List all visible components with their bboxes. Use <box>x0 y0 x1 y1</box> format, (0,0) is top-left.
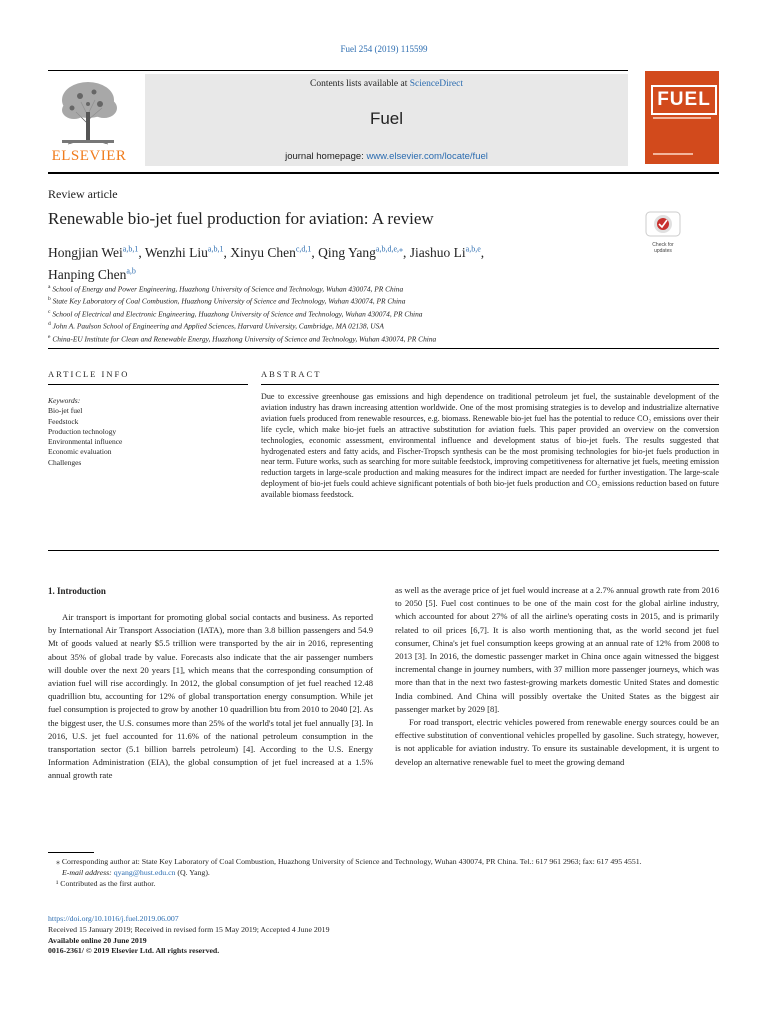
check-updates-icon <box>645 211 681 237</box>
author[interactable]: Hanping Chen$^{a,b}$ <box>48 266 136 282</box>
affiliation-item: $^e$ China-EU Institute for Clean and Renewable Energy, Huazhong University of Science and Technology, Wuhan 430074, PR China <box>48 333 437 344</box>
journal-header-box <box>145 74 628 166</box>
footnote-rule <box>48 852 94 853</box>
email-label: E-mail address: <box>62 867 114 877</box>
citation-link[interactable]: Fuel 254 (2019) 115599 <box>340 44 428 54</box>
corresponding-author-note: ⁎ Corresponding author at: State Key Laboratory of Coal Combustion, Huazhong University of Science and Technology, Wuhan 430074, PR China. Tel.: 617 961 2963; fax: 617 495 4551. <box>56 857 642 866</box>
author-list <box>48 239 588 284</box>
contribution-note: ¹ Contributed as the first author. <box>56 878 156 888</box>
keyword: Environmental influence <box>48 437 123 447</box>
info-top-rule <box>48 348 719 349</box>
author[interactable]: Wenzhi Liu$^{a,b,1}$, <box>144 244 231 260</box>
affiliation-item: $^a$ School of Energy and Power Engineering, Huazhong University of Science and Technology, Wuhan 430074, PR China <box>48 284 404 294</box>
email-link[interactable]: qyang@hust.edu.cn <box>113 867 176 877</box>
keyword: Production technology <box>48 426 117 436</box>
journal-homepage-line <box>145 151 628 162</box>
contents-prefix: Contents lists available at <box>309 79 410 89</box>
homepage-prefix: journal homepage: <box>285 151 367 162</box>
body-column-left <box>48 611 373 783</box>
keywords-block <box>48 396 122 468</box>
article-title: Renewable bio-jet fuel production for aviation: A review <box>48 209 434 228</box>
elsevier-wordmark: ELSEVIER <box>51 148 127 164</box>
section-heading-introduction: 1. Introduction <box>48 586 106 596</box>
email-suffix: (Q. Yang). <box>175 867 210 877</box>
sciencedirect-link[interactable]: ScienceDirect <box>409 79 463 89</box>
keyword: Feedstock <box>48 416 79 426</box>
body-paragraph: Air transport is important for promoting global social contacts and business. As reported by International Air Transport Association (IATA), more than 3.8 billion passengers and 54.9 Mt of goods valued at nearly $5.5 trillion were transported by the air in 2016, representing about 35% of global trade by value. Forecasts also indicate that the air passenger numbers will double over the next 20 years [1], which means that the corresponding consumption of aviation fuel will rise accordingly. In 2012, the global consumption of jet fuel reached 12.48 quadrillion btu, accounting for 12% of global transportation energy consumption. While jet fuel consumption is projected to grow by another 10 quadrillion btu from 2010 to 2040 [2]. As the biggest user, the U.S. consumes more than 25% of the world's total jet fuel annually [3]. In 2016, U.S. jet fuel accounted for 11.6% of the national petroleum consumption in the transportation sector (5.1 billion barrels petroleum) [4]. According to the U.S. Energy Information Administration (EIA), the global consumption of jet fuel increased at a 1.5% annual growth rate <box>48 612 373 781</box>
header-bottom-rule <box>48 172 719 174</box>
footnotes <box>48 857 719 889</box>
author[interactable]: Jiashuo Li$^{a,b,e}$, <box>409 244 485 260</box>
homepage-link[interactable]: www.elsevier.com/locate/fuel <box>366 151 488 162</box>
journal-name: Fuel <box>369 109 404 128</box>
cover-title: FUEL <box>651 85 717 115</box>
doi-link[interactable]: https://doi.org/10.1016/j.fuel.2019.06.007 <box>48 914 179 923</box>
keyword: Bio-jet fuel <box>48 406 83 416</box>
author[interactable]: Xinyu Chen$^{c,d,1}$, <box>230 244 319 260</box>
abstract-text: Due to excessive greenhouse gas emissions and high dependence on traditional petroleum jet fuel, the sustainable development of the aviation industry has drawn increasing attention worldwide. One of the most promising strategies is to develop and industrialize alternative aviation fuels produced from renewable resources, e.g. biomass. Renewable bio-jet fuel has the potential to reduce CO₂ emissions over their life cycle, which make bio-jet fuels an attractive substitution for aviation fuels. This paper provided an overview on the conversion technologies, economic assessment, environmental influence and development status of bio-jet fuels. The results suggested that hydrogenated esters and fatty acids, and Fischer-Tropsch synthesis can be the most promising technologies for bio-jet fuels production in near term. Future works, such as searching for more suitable feedstock, improving competitiveness for alternative jet fuels, meeting emission reduction targets in large-scale production and making measures for the indirect impact are needed for further investigation. The large-scale deployment of bio-jet fuels could achieve significant potentials of both bio-jet fuels production and CO₂ emissions reduction based on future available biomass feedstock. <box>261 392 719 500</box>
article-info-rule <box>48 384 248 385</box>
affiliation-list <box>48 282 728 344</box>
body-column-right <box>395 584 719 769</box>
cover-subtitle-line <box>653 117 711 119</box>
affiliation-item: $^d$ John A. Paulson School of Engineering and Applied Sciences, Harvard University, Cambridge, MA 02138, USA <box>48 321 384 331</box>
abstract-bottom-rule <box>48 550 719 551</box>
body-paragraph: as well as the average price of jet fuel would increase at a 2.7% annual growth rate from 2016 to 2050 [5]. Fuel cost continues to be one of the main cost for the global airline industry, which accounted for about 27% of all the airline's operating costs in 2015, and is primarily related to oil prices [6,7]. It is also worth mentioning that, as the world second jet fuel consumer, China's jet fuel consumption keeps growing at an annual rate of 12% from 2008 to 2013 [3]. In 2016, the domestic passenger market in China once again witnessed the biggest incremental change in journey numbers, with 37 million more passenger journeys, which was more than that in the next two fastest-growing markets domestic United States and domestic India combined. And China will possibly overtake the United States as the biggest air passenger market by 2029 [8]. <box>395 585 719 714</box>
author[interactable]: Hongjian Wei$^{a,b,1}$, <box>48 244 145 260</box>
cover-footer-line <box>653 153 693 155</box>
abstract-rule <box>261 384 719 385</box>
journal-cover-image[interactable] <box>645 71 719 164</box>
check-for-updates-badge[interactable] <box>645 211 681 254</box>
received-dates: Received 15 January 2019; Received in revised form 15 May 2019; Accepted 4 June 2019 <box>48 924 330 934</box>
article-info-heading: ARTICLE INFO <box>48 369 130 379</box>
keyword: Challenges <box>48 457 82 467</box>
copyright: 0016-2361/ © 2019 Elsevier Ltd. All rights reserved. <box>48 946 220 956</box>
body-paragraph: For road transport, electric vehicles powered from renewable energy sources could be an effective substitution of conventional vehicles propelled by gasoline. Such strategy, however, is not applicable for aviation industry. To ensure its sustainable development, it is urgent to develop an alternative renewable fuel to meet the growing demand <box>395 717 719 767</box>
affiliation-item: $^b$ State Key Laboratory of Coal Combustion, Huazhong University of Science and Technology, Wuhan 430074, PR China <box>48 296 406 306</box>
journal-citation[interactable] <box>0 44 768 54</box>
contents-line <box>145 79 628 89</box>
affiliation-item: $^c$ School of Electrical and Electronic Engineering, Huazhong University of Science and Technology, Wuhan 430074, PR China <box>48 308 423 319</box>
publication-info <box>48 914 719 957</box>
check-updates-label: Check for updates <box>652 242 674 254</box>
author[interactable]: Qing Yang$^{a,b,d,e,⁎}$, <box>318 244 410 260</box>
abstract-heading: ABSTRACT <box>261 369 322 379</box>
keyword: Economic evaluation <box>48 447 112 457</box>
elsevier-logo <box>48 74 130 166</box>
email-note <box>48 868 719 879</box>
keywords-label: Keywords: <box>48 396 81 405</box>
available-online: Available online 20 June 2019 <box>48 935 147 945</box>
article-type: Review article <box>48 187 118 201</box>
header-top-rule <box>48 70 628 71</box>
